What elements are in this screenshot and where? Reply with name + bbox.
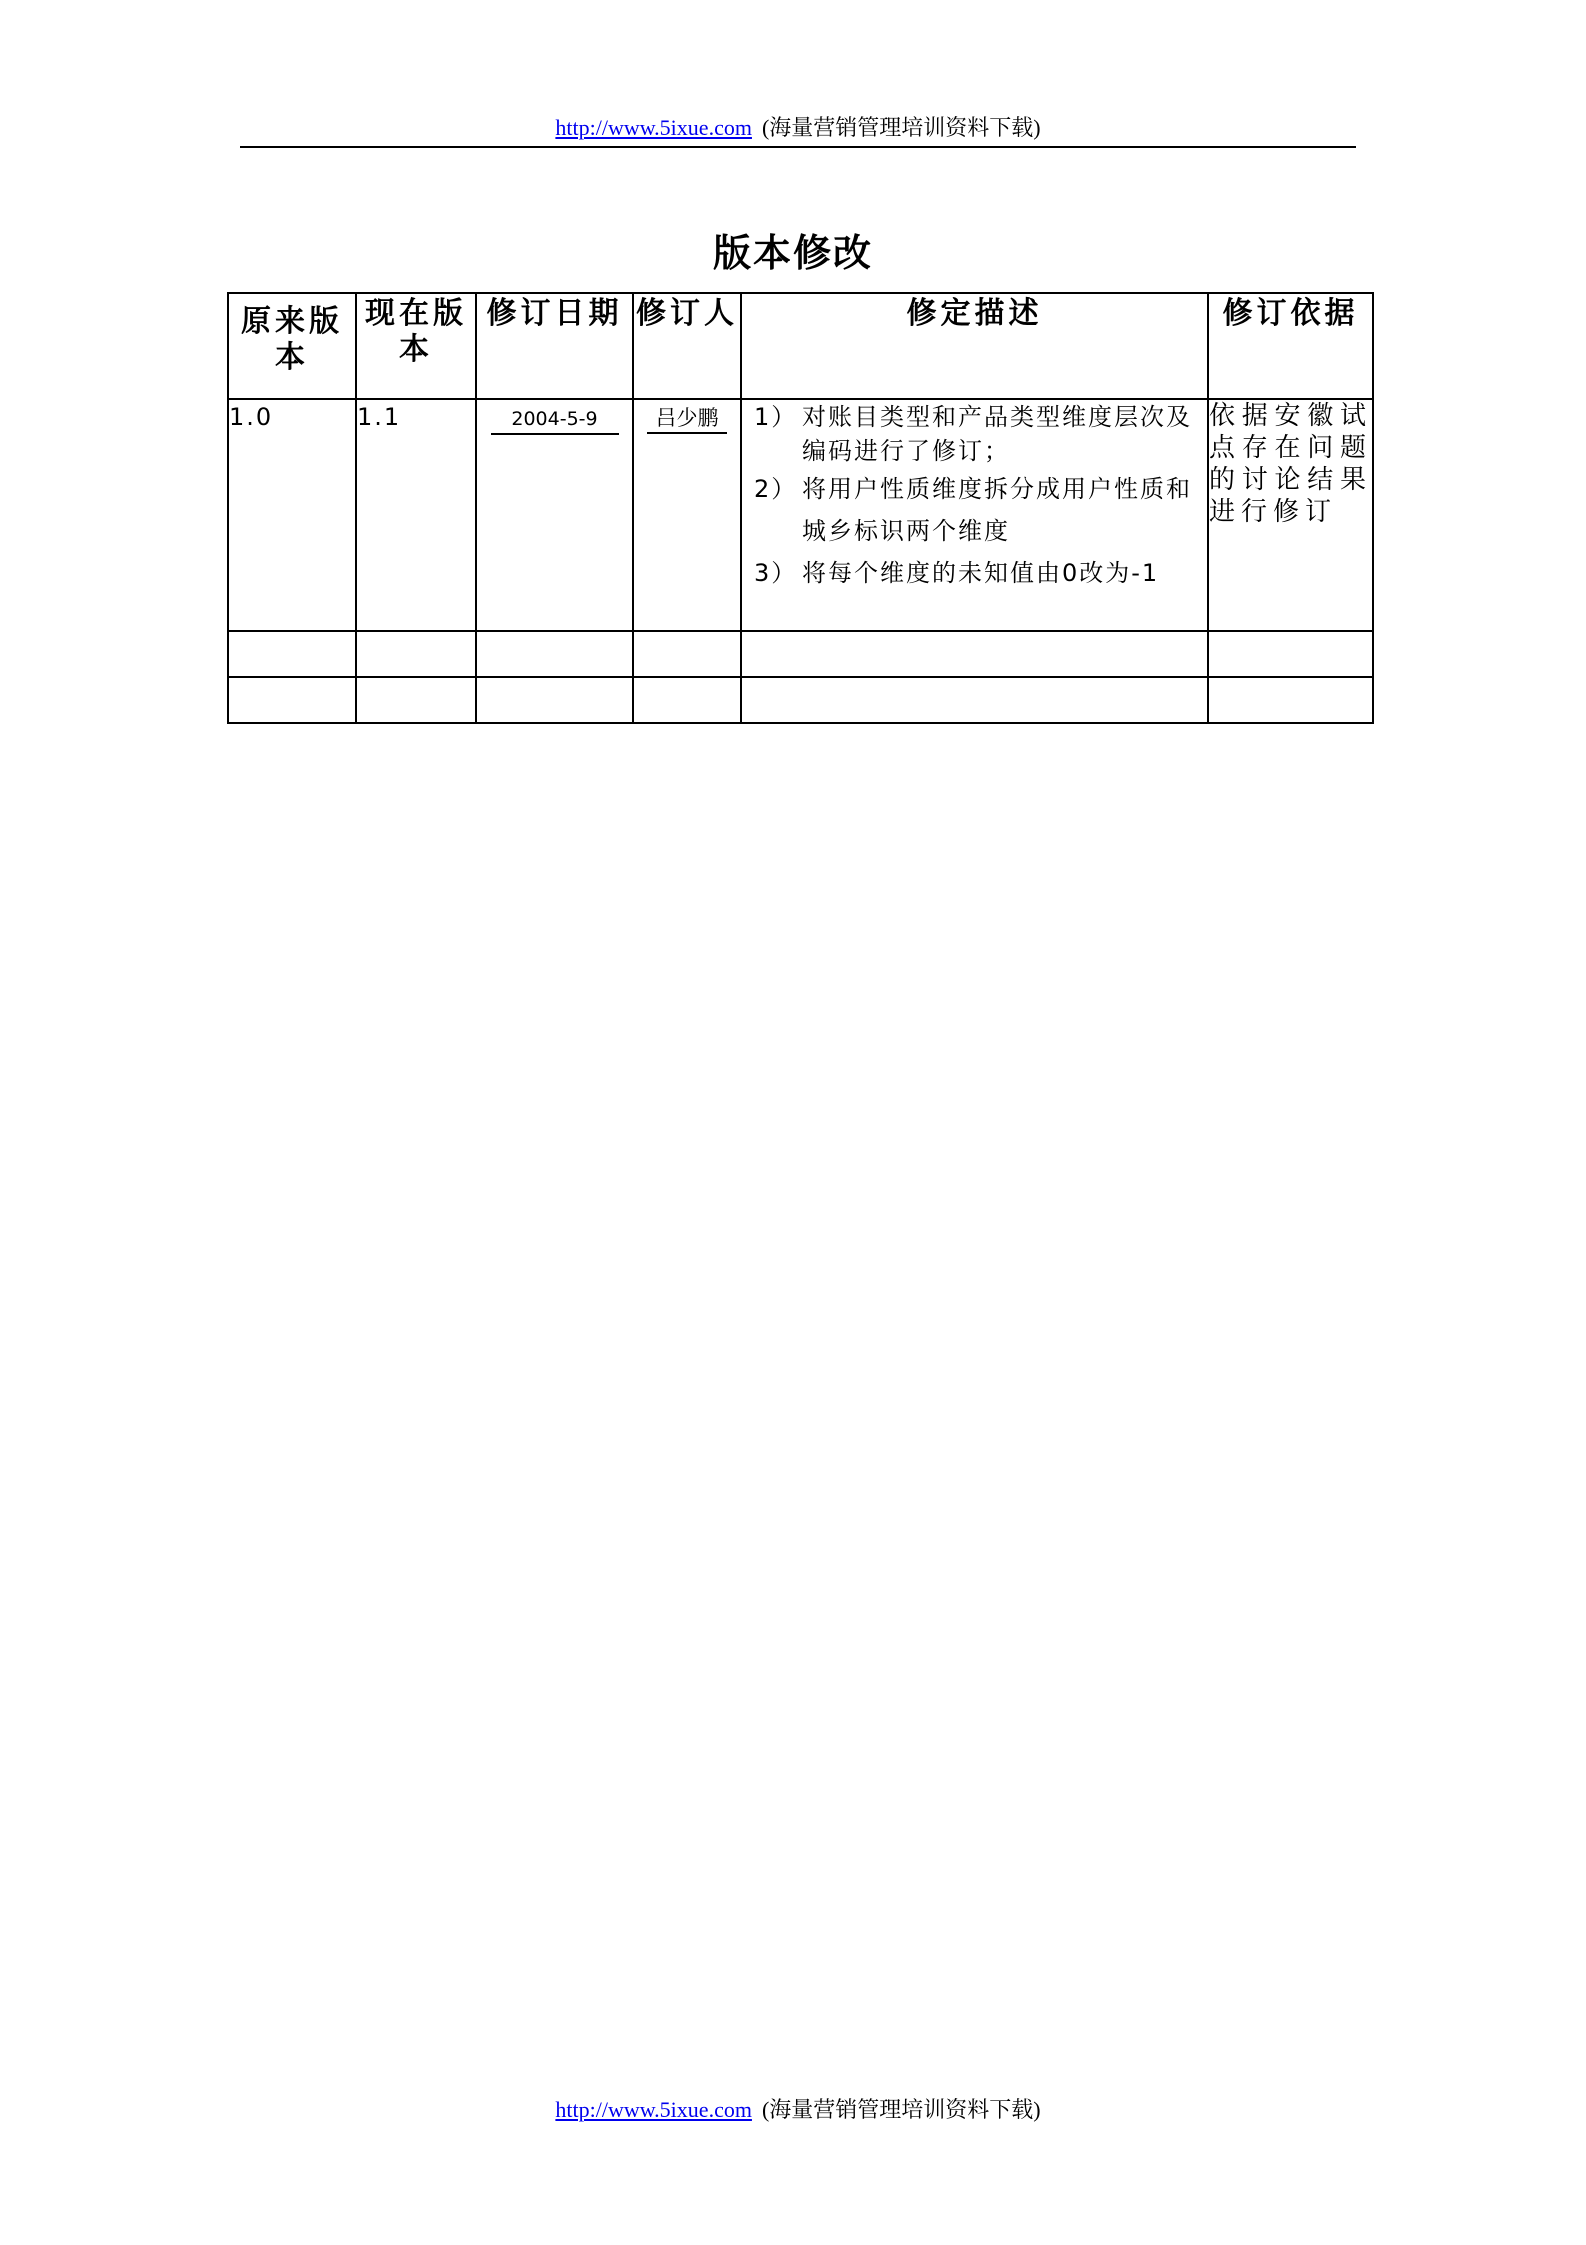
description-item [754, 400, 1199, 468]
empty-cell [633, 677, 741, 723]
page-footer [240, 2092, 1356, 2128]
description-item [754, 468, 1199, 552]
cell-reviser [633, 399, 741, 631]
revision-table [227, 292, 1374, 724]
header-note: (海量营销管理培训资料下载) [761, 115, 1041, 140]
header-description: 修定描述 [741, 293, 1208, 399]
description-item [754, 552, 1199, 594]
empty-cell [1208, 631, 1373, 677]
empty-cell [633, 631, 741, 677]
header-current-version: 现在版本 [356, 293, 476, 399]
cell-revision-date [476, 399, 633, 631]
cell-basis: 依据安徽试点存在问题的讨论结果进行修订 [1208, 399, 1373, 631]
header-reviser: 修订人 [633, 293, 741, 399]
description-item-text: 将用户性质维度拆分成用户性质和城乡标识两个维度 [802, 475, 1192, 545]
description-item-text: 对账目类型和产品类型维度层次及编码进行了修订； [802, 403, 1192, 465]
header-original-version: 原来版本 [228, 293, 356, 399]
empty-cell [1208, 677, 1373, 723]
description-item-number: 2） [754, 475, 798, 503]
document-title: 版本修改 [712, 231, 873, 275]
footer-link[interactable]: http://www.5ixue.com [555, 2097, 752, 2122]
header-basis: 修订依据 [1208, 293, 1373, 399]
header-revision-date: 修订日期 [476, 293, 633, 399]
empty-cell [476, 631, 633, 677]
page-header [240, 110, 1356, 148]
table-row-empty [228, 631, 1373, 677]
empty-cell [356, 631, 476, 677]
description-item-number: 1） [754, 403, 798, 431]
cell-description [741, 399, 1208, 631]
empty-cell [741, 631, 1208, 677]
header-link[interactable]: http://www.5ixue.com [555, 115, 752, 140]
empty-cell [228, 677, 356, 723]
empty-cell [356, 677, 476, 723]
description-item-text: 将每个维度的未知值由0改为-1 [802, 559, 1160, 587]
table-row-empty [228, 677, 1373, 723]
empty-cell [228, 631, 356, 677]
footer-note: (海量营销管理培训资料下载) [761, 2097, 1041, 2122]
reviser-name: 吕少鹏 [647, 404, 727, 434]
revision-date-value: 2004-5-9 [491, 405, 619, 435]
empty-cell [476, 677, 633, 723]
cell-original-version: 1.0 [228, 399, 356, 631]
cell-current-version: 1.1 [356, 399, 476, 631]
description-item-number: 3） [754, 559, 798, 587]
empty-cell [741, 677, 1208, 723]
table-row [228, 399, 1373, 631]
table-header-row [228, 293, 1373, 399]
